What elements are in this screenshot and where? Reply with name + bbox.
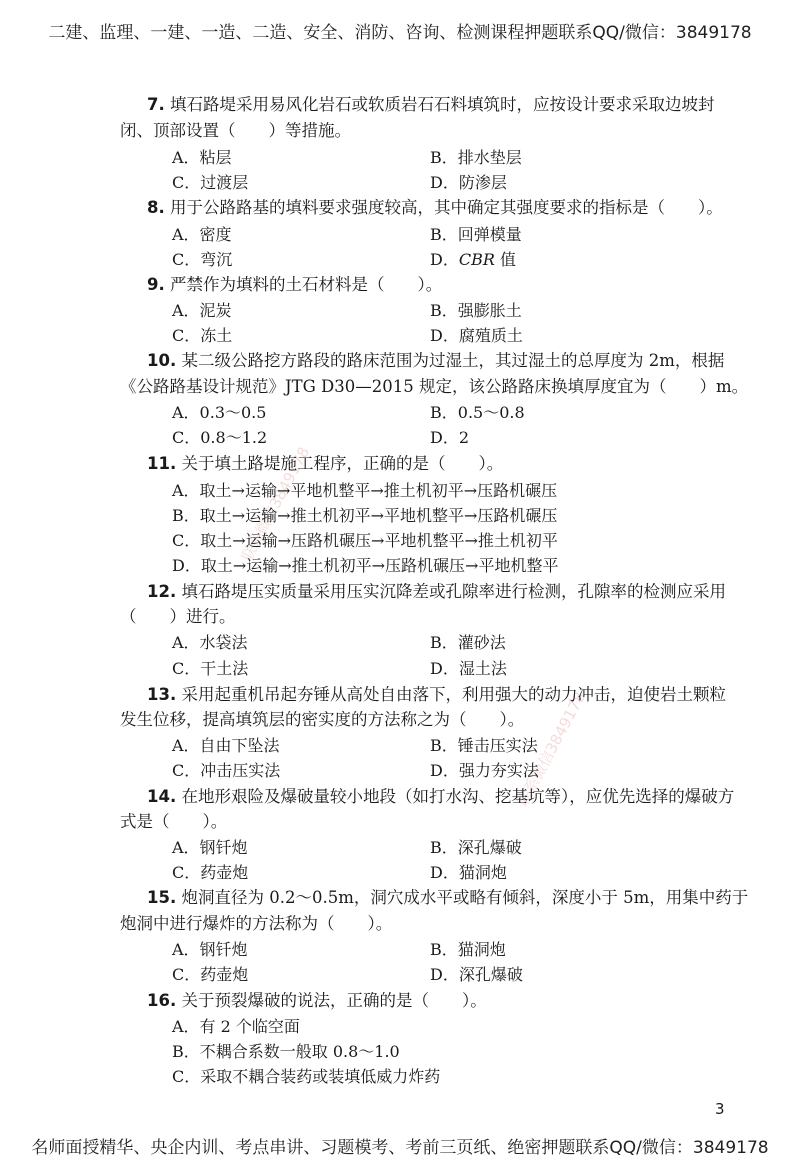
question-number: 14.	[147, 787, 177, 806]
question-14-continuation: 式是（ ）。	[120, 812, 228, 831]
option-c: C．药壶炮	[172, 965, 249, 984]
option-b: B．深孔爆破	[430, 838, 522, 857]
option-c: C．取土→运输→压路机碾压→平地机整平→推土机初平	[172, 531, 558, 550]
question-text: 用于公路路基的填料要求强度较高，其中确定其强度要求的指标是（ ）。	[170, 198, 723, 217]
option-c: C．0.8～1.2	[172, 428, 268, 447]
question-number: 9.	[147, 275, 165, 294]
footer-banner: 名师面授精华、央企内训、考点串讲、习题模考、考前三页纸、绝密押题联系QQ/微信：3849178	[31, 1138, 769, 1158]
question-7-continuation: 闭、顶部设置（ ）等措施。	[120, 121, 351, 140]
page-number: 3	[715, 1100, 725, 1118]
question-number: 16.	[147, 991, 177, 1010]
option-a: A．水袋法	[172, 633, 248, 652]
option-c: C．冻土	[172, 326, 233, 345]
option-c: C．采取不耦合装药或装填低威力炸药	[172, 1067, 441, 1086]
question-number: 10.	[147, 351, 177, 370]
question-11	[147, 453, 503, 475]
question-10-continuation: 《公路路基设计规范》JTG D30—2015 规定，该公路路床换填厚度宜为（ ）m。	[120, 377, 749, 396]
question-text: 填石路堤采用易风化岩石或软质岩石石料填筑时，应按设计要求采取边坡封	[170, 95, 715, 114]
option-a: A．取土→运输→平地机整平→推土机初平→压路机碾压	[172, 481, 558, 500]
question-text: 严禁作为填料的土石材料是（ ）。	[170, 275, 443, 294]
option-b: B．锤击压实法	[430, 736, 538, 755]
option-c: C．弯沉	[172, 250, 233, 269]
option-d: D．腐殖质土	[430, 326, 523, 345]
option-d-suffix: 值	[494, 250, 516, 269]
option-c: C．干土法	[172, 659, 249, 678]
option-a: A．钢钎炮	[172, 940, 248, 959]
question-14	[147, 786, 734, 808]
option-d: D．湿土法	[430, 659, 507, 678]
question-8	[147, 197, 723, 219]
question-13	[147, 684, 726, 706]
question-13-continuation: 发生位移，提高填筑层的密实度的方法称之为（ ）。	[120, 710, 525, 729]
question-text: 炮洞直径为 0.2～0.5m，洞穴成水平或略有倾斜，深度小于 5m，用集中药于	[181, 888, 749, 907]
option-b: B．灌砂法	[430, 633, 506, 652]
option-a: A．0.3～0.5	[172, 403, 267, 422]
question-7	[147, 94, 715, 116]
question-number: 13.	[147, 685, 177, 704]
option-d: D．防渗层	[430, 173, 507, 192]
question-number: 11.	[147, 454, 177, 473]
option-d: D．取土→运输→推土机初平→压路机碾压→平地机整平	[172, 556, 559, 575]
option-b: B．回弹模量	[430, 225, 522, 244]
option-b: B．强膨胀土	[430, 301, 522, 320]
option-a: A．泥炭	[172, 301, 232, 320]
option-d	[430, 249, 516, 271]
option-a: A．密度	[172, 225, 232, 244]
option-b: B．不耦合系数一般取 0.8～1.0	[172, 1042, 400, 1061]
option-a: A．粘层	[172, 148, 232, 167]
question-text: 在地形艰险及爆破量较小地段（如打水沟、挖基坑等），应优先选择的爆破方	[181, 787, 735, 806]
question-10	[147, 350, 724, 372]
question-text: 某二级公路挖方路段的路床范围为过湿土，其过湿土的总厚度为 2m，根据	[181, 351, 725, 370]
watermark: 联系微信3849178	[237, 443, 314, 565]
option-d-italic: CBR	[458, 250, 495, 269]
option-c: C．药壶炮	[172, 863, 249, 882]
option-c: C．冲击压实法	[172, 761, 281, 780]
question-text: 填石路堤压实质量采用压实沉降差或孔隙率进行检测，孔隙率的检测应采用	[181, 582, 726, 601]
option-d: D．2	[430, 428, 470, 447]
option-a: A．钢钎炮	[172, 838, 248, 857]
question-text: 关于填土路堤施工程序，正确的是（ ）。	[181, 454, 504, 473]
option-a: A．有 2 个临空面	[172, 1017, 300, 1036]
option-b: B．猫洞炮	[430, 940, 506, 959]
question-text: 关于预裂爆破的说法，正确的是（ ）。	[181, 991, 487, 1010]
question-number: 8.	[147, 198, 165, 217]
question-number: 12.	[147, 582, 177, 601]
question-15-continuation: 炮洞中进行爆炸的方法称为（ ）。	[120, 914, 393, 933]
question-text: 采用起重机吊起夯锤从高处自由落下，利用强大的动力冲击，迫使岩土颗粒	[181, 685, 726, 704]
header-banner: 二建、监理、一建、一造、二造、安全、消防、咨询、检测课程押题联系QQ/微信：3849178	[48, 23, 752, 43]
question-12	[147, 581, 726, 603]
option-c: C．过渡层	[172, 173, 249, 192]
option-d: D．强力夯实法	[430, 761, 539, 780]
question-number: 15.	[147, 888, 177, 907]
question-number: 7.	[147, 95, 165, 114]
option-b: B．取土→运输→推土机初平→平地机整平→压路机碾压	[172, 506, 558, 525]
watermark: 联系微信3849178	[513, 688, 590, 810]
question-12-continuation: （ ）进行。	[120, 607, 236, 626]
option-d: D．猫洞炮	[430, 863, 507, 882]
option-a: A．自由下坠法	[172, 736, 280, 755]
option-b: B．0.5～0.8	[430, 403, 525, 422]
option-d: D．深孔爆破	[430, 965, 523, 984]
question-15	[147, 887, 748, 909]
question-9	[147, 274, 442, 296]
option-b: B．排水垫层	[430, 148, 522, 167]
question-16	[147, 990, 487, 1012]
option-d-prefix: D．	[430, 250, 459, 269]
